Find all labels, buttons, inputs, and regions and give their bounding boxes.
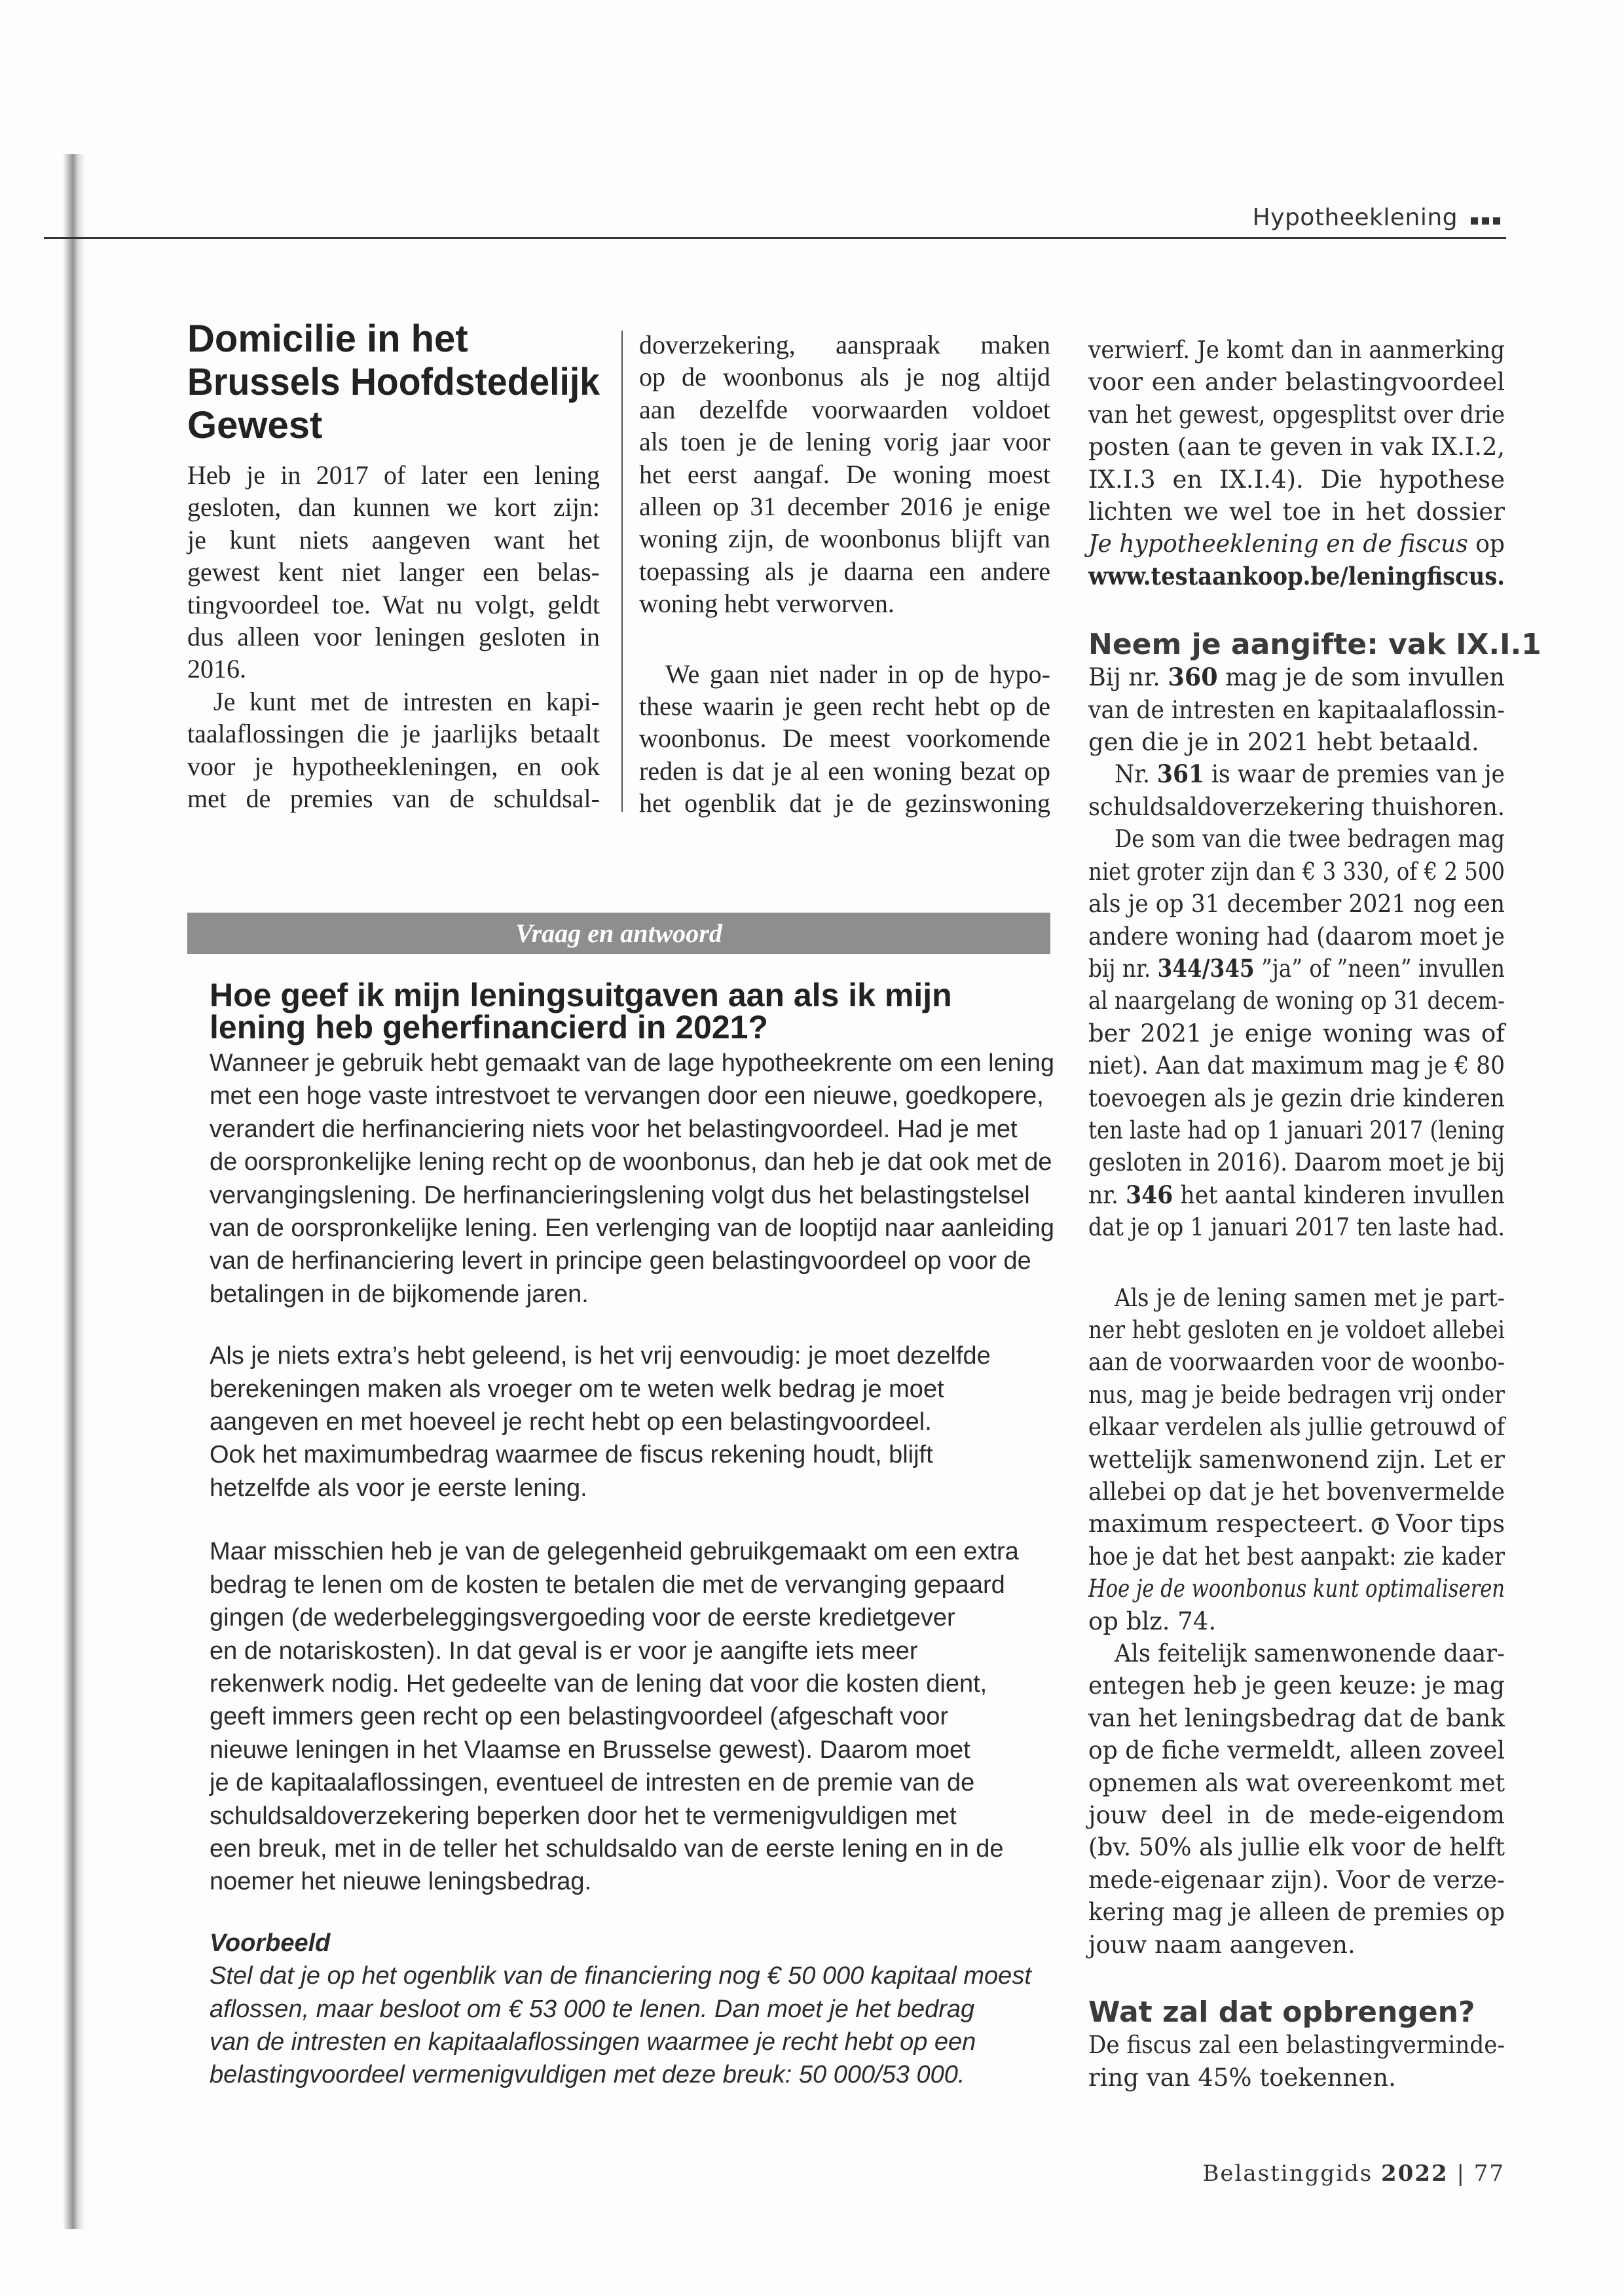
paragraph (1088, 334, 1505, 592)
text-line (1088, 1282, 1505, 1314)
text-line (1088, 856, 1505, 888)
text-line (1088, 496, 1505, 528)
text-run: doverzekering, aanspraak maken (639, 330, 1050, 359)
text-run: opnemen als wat overeenkomt met (1088, 1768, 1505, 1797)
text-run: Hoe geef ik mijn leningsuitgaven aan als ik mijn (210, 977, 952, 1013)
publication-name: Belastinggids (1202, 2160, 1373, 2187)
paragraph (1088, 661, 1505, 758)
page-number: 77 (1473, 2160, 1505, 2187)
text-line (639, 522, 1050, 555)
text-run: tingvoordeel toe. Wat nu volgt, geldt (187, 589, 600, 619)
text-run: nus, mag je beide bedragen vrij onder (1088, 1380, 1505, 1409)
text-run: op de woonbonus als je nog altijd (639, 362, 1050, 392)
text-run: wettelijk samenwonend zijn. Let er (1088, 1445, 1505, 1474)
text-line (187, 491, 600, 523)
text-run: en de notariskosten). In dat geval is er voor je aangifte iets meer (210, 1637, 918, 1665)
text-run: gingen (de wederbeleggingsvergoeding voor de eerste kredietgever (210, 1604, 955, 1632)
text-run: Heb je in 2017 of later een lening (187, 460, 600, 490)
text-run: noemer het nieuwe leningsbedrag. (210, 1868, 592, 1896)
text-line (1088, 1573, 1505, 1605)
text-run: entegen heb je geen keuze: je mag (1088, 1671, 1505, 1700)
text-line (1088, 1211, 1505, 1243)
publication-year: 2022 (1381, 2160, 1449, 2187)
text-line (1088, 1540, 1505, 1573)
text-line (1088, 953, 1505, 985)
text-line (1088, 758, 1505, 790)
bold-text: 360 (1168, 663, 1218, 692)
column-2 (639, 329, 1050, 820)
text-line (210, 1734, 1054, 1766)
text-run: woonbonus. De meest voorkomende (639, 723, 1050, 754)
text-run: rekenwerk nodig. Het gedeelte van de lening dat voor die kosten dient, (210, 1669, 987, 1698)
text-run: voor je hypotheekleningen, en ook (187, 751, 600, 781)
text-run: ten laste had op 1 januari 2017 (lening (1088, 1116, 1505, 1144)
text-line (1088, 334, 1505, 366)
text-run: van de intresten en kapitaalaflossingen waarmee je recht hebt op een (210, 2028, 976, 2056)
text-run: gesloten in 2016). Daarom moet je bij (1088, 1148, 1505, 1177)
text-line (1088, 823, 1505, 855)
text-run: Als je de lening samen met je part- (1115, 1283, 1505, 1312)
italic-text: Hoe je de woonbonus kunt optimaliseren (1088, 1575, 1505, 1603)
text-run: IX.I.3 en IX.I.4). Die hypothese (1088, 465, 1505, 494)
text-run: lening heb geherfinancierd in 2021? (210, 1009, 768, 1046)
text-line (1088, 1605, 1505, 1637)
qa-box-label: Vraag en antwoord (515, 919, 722, 948)
text-run: aangeven en met hoeveel je recht hebt op een belastingvoordeel. (210, 1408, 932, 1436)
paragraph (187, 685, 600, 815)
text-line (210, 1959, 1054, 1992)
text-line (210, 1635, 1054, 1667)
text-run: maximum respecteert. (1088, 1510, 1373, 1539)
text-line (210, 1212, 1054, 1245)
text-line (210, 979, 1054, 1011)
text-run: Maar misschien heb je van de gelegenheid gebruikgemaakt om een extra (210, 1538, 1019, 1566)
text-line (1088, 1734, 1505, 1766)
text-run: gewest kent niet langer een belas- (187, 557, 600, 587)
text-run: het eerst aangaf. De woning moest (639, 459, 1050, 489)
scan-shadow (63, 154, 85, 2229)
text-line (1088, 1929, 1505, 1961)
text-line (1088, 1379, 1505, 1411)
text-line (639, 329, 1050, 361)
column-3 (1088, 334, 1541, 2094)
text-line (187, 653, 600, 685)
text-line (210, 1146, 1054, 1178)
text-line (187, 589, 600, 621)
text-line (639, 787, 1050, 819)
text-run: jouw deel in de mede-eigendom (1088, 1801, 1505, 1830)
text-run: De fiscus zal een belastingverminde- (1088, 2031, 1505, 2060)
text-line (1088, 1411, 1505, 1443)
text-line (210, 1667, 1054, 1700)
text-run: dus alleen voor leningen gesloten in (187, 622, 600, 652)
text-line (187, 361, 600, 404)
text-line (1088, 791, 1505, 823)
text-run: woning hebt verworven. (639, 589, 895, 619)
text-run: Gewest (187, 404, 323, 446)
text-run: je de kapitaalaflossingen, eventueel de intresten en de premie van de (210, 1769, 975, 1797)
text-run: (bv. 50% als jullie elk voor de helft (1088, 1833, 1505, 1862)
text-line (187, 524, 600, 556)
example-title: Voorbeeld (210, 1929, 331, 1957)
text-line (639, 690, 1050, 722)
paragraph (639, 329, 1050, 620)
text-run: is waar de premies van je (1204, 760, 1505, 789)
page-footer (1202, 2160, 1505, 2187)
text-line (210, 1766, 1054, 1799)
text-run: met de premies van de schuldsal- (187, 784, 600, 814)
text-line (210, 2058, 1054, 2091)
text-line (639, 490, 1050, 522)
text-run: elkaar verdelen als jullie getrouwd of (1088, 1413, 1505, 1442)
text-run: allebei op dat je het bovenvermelde (1088, 1478, 1505, 1506)
text-run: van de intresten en kapitaalaflossin- (1088, 695, 1505, 724)
text-run: lichten we wel toe in het dossier (1088, 498, 1505, 526)
text-line (1088, 399, 1505, 431)
text-line (1088, 1864, 1505, 1896)
text-run: taalaflossingen die je jaarlijks betaalt (187, 719, 600, 749)
running-header (1253, 204, 1506, 231)
text-run: De som van die twee bedragen mag (1115, 825, 1505, 854)
text-run: nieuwe leningen in het Vlaamse en Brusselse gewest). Daarom moet (210, 1736, 970, 1764)
paragraph (639, 658, 1050, 820)
paragraph (1088, 1282, 1505, 1637)
text-run: ”ja” of ”neen” invullen (1254, 954, 1505, 983)
text-line (1088, 1669, 1505, 1702)
section-marks-icon (1471, 217, 1506, 225)
text-run: nr. (1088, 1180, 1126, 1209)
text-run: schuldsaldoverzekering thuishoren. (1088, 792, 1505, 821)
qa-box-banner (187, 913, 1050, 954)
text-line (1088, 726, 1505, 758)
text-run: van het leningsbedrag dat de bank (1088, 1704, 1505, 1732)
text-line (1088, 2062, 1505, 2094)
text-line (210, 1373, 1054, 1406)
text-line (1088, 1702, 1505, 1734)
text-line (1088, 1476, 1505, 1508)
text-run: gesloten, dan kunnen we kort zijn: (187, 492, 600, 522)
text-line (187, 556, 600, 588)
text-line (210, 1438, 1054, 1471)
text-run: geeft immers geen recht op een belastingvoordeel (afgeschaft voor (210, 1703, 948, 1731)
text-run: Als feitelijk samenwonende daar- (1115, 1639, 1505, 1668)
text-line (210, 1080, 1054, 1112)
text-line (187, 685, 600, 718)
text-line (210, 1278, 1054, 1311)
text-run: reden is dat je al een woning bezat op (639, 756, 1050, 786)
text-run: Als je niets extra’s hebt geleend, is het vrij eenvoudig: je moet dezelfde (210, 1342, 991, 1370)
text-run: aan dezelfde voorwaarden voldoet (639, 394, 1050, 424)
text-line (210, 1569, 1054, 1601)
text-run: ner hebt gesloten en je voldoet allebei (1088, 1315, 1505, 1344)
footer-separator: | (1456, 2160, 1466, 2187)
info-icon: i (1372, 1518, 1388, 1534)
qa-answer (210, 1047, 1054, 2092)
qa-question (210, 979, 1054, 1044)
text-line (1088, 888, 1505, 920)
text-run: de oorspronkelijke lening recht op de woonbonus, dan heb je dat ook met de (210, 1148, 1052, 1176)
text-run: posten (aan te geven in vak IX.I.2, (1088, 433, 1505, 462)
text-line (1088, 366, 1505, 398)
text-line (210, 1406, 1054, 1438)
text-run: als je op 31 december 2021 nog een (1088, 890, 1505, 919)
text-run: hoe je dat het best aanpakt: zie kader (1088, 1542, 1505, 1571)
paragraph (1088, 1637, 1505, 1961)
text-run: het ogenblik dat je de gezinswoning (639, 788, 1050, 818)
text-run: Voor tips (1388, 1510, 1505, 1539)
text-line (210, 1245, 1054, 1277)
text-run: van het gewest, opgesplitst over drie (1088, 400, 1505, 429)
text-line (1088, 1767, 1505, 1799)
text-line (210, 1179, 1054, 1212)
text-run: Bij nr. (1088, 663, 1168, 692)
text-line (1088, 1444, 1505, 1476)
text-run: ring van 45% toekennen. (1088, 2063, 1396, 2092)
text-run: Brussels Hoofdstedelijk (187, 361, 600, 403)
text-run: alleen op 31 december 2016 je enige (639, 492, 1050, 522)
text-line (210, 1832, 1054, 1865)
text-run: ber 2021 je enige woning was of (1088, 1019, 1505, 1048)
text-run: op (1467, 530, 1505, 558)
text-line (1088, 560, 1505, 592)
paragraph (1088, 823, 1505, 1243)
bold-text: 344/345 (1157, 953, 1255, 983)
text-line (1088, 1049, 1505, 1082)
section-heading: Neem je aangifte: vak IX.I.1 (1088, 628, 1541, 662)
text-line (639, 458, 1050, 490)
text-run: Wanneer je gebruik hebt gemaakt van de lage hypotheekrente om een lening (210, 1049, 1054, 1077)
example-text (210, 1959, 1054, 2092)
paragraph (187, 459, 600, 685)
text-line (1088, 2029, 1505, 2061)
text-line (1088, 431, 1505, 463)
paragraph (1088, 2029, 1505, 2094)
text-line (1088, 694, 1505, 726)
text-run: Je kunt met de intresten en kapi- (213, 686, 600, 716)
text-run: toevoegen als je gezin drie kinderen (1088, 1084, 1505, 1112)
text-run: hetzelfde als voor je eerste lening. (210, 1474, 587, 1502)
text-run: als toen je de lening vorig jaar voor (639, 427, 1050, 457)
text-line (210, 1472, 1054, 1504)
text-run: schuldsaldoverzekering beperken door het te vermenigvuldigen met (210, 1802, 957, 1830)
paragraph (210, 1047, 1054, 1311)
text-line (1088, 1179, 1505, 1211)
text-run: verandert die herfinanciering niets voor het belastingvoordeel. Had je met (210, 1115, 1018, 1143)
text-run: We gaan niet nader in op de hypo- (665, 659, 1050, 689)
section-heading: Wat zal dat opbrengen? (1088, 1995, 1475, 2030)
text-run: Domicilie in het (187, 318, 468, 360)
text-run: het aantal kinderen invullen (1173, 1180, 1505, 1209)
text-run: andere woning had (daarom moet je (1088, 922, 1505, 951)
text-line (210, 1535, 1054, 1568)
text-run: dat je op 1 januari 2017 ten laste had. (1088, 1213, 1505, 1242)
text-run: Nr. (1115, 760, 1157, 789)
text-run: gen die je in 2021 hebt betaald. (1088, 728, 1479, 757)
text-line (1088, 1346, 1505, 1378)
text-run: niet). Aan dat maximum mag je € 80 (1088, 1051, 1505, 1080)
text-line (210, 1865, 1054, 1898)
text-line (639, 658, 1050, 690)
text-run: al naargelang de woning op 31 decem- (1088, 987, 1505, 1015)
text-line (210, 1011, 1054, 1044)
text-line (210, 2026, 1054, 2058)
text-run: these waarin je geen recht hebt op de (639, 691, 1050, 721)
text-line (639, 426, 1050, 458)
text-line (210, 1601, 1054, 1634)
text-run: toepassing als je daarna een andere (639, 556, 1050, 586)
text-line (210, 1113, 1054, 1146)
text-line (187, 621, 600, 653)
text-line (187, 750, 600, 782)
text-line (1088, 1508, 1505, 1540)
text-line (187, 404, 600, 447)
text-line (187, 718, 600, 750)
text-run: van de oorspronkelijke lening. Een verlenging van de looptijd naar aanleiding (210, 1214, 1054, 1243)
text-run: aflossen, maar besloot om € 53 000 te lenen. Dan moet je het bedrag (210, 1995, 975, 2023)
text-line (639, 555, 1050, 587)
text-run: woning zijn, de woonbonus blijft van (639, 524, 1050, 554)
text-run: op blz. 74. (1088, 1607, 1217, 1635)
text-run: Stel dat je op het ogenblik van de financiering nog € 50 000 kapitaal moest (210, 1962, 1031, 1990)
text-run: belastingvoordeel vermenigvuldigen met deze breuk: 50 000/53 000. (210, 2061, 965, 2089)
text-line (1088, 1082, 1505, 1114)
text-line (1088, 1896, 1505, 1928)
italic-text: Je hypotheeklening en de fiscus (1088, 530, 1468, 558)
text-line (1088, 1114, 1505, 1146)
section-title: Hypotheeklening (1252, 204, 1458, 231)
text-run: 2016. (187, 654, 246, 684)
paragraph (210, 1535, 1054, 1898)
text-run: vervangingslening. De herfinancieringslening volgt dus het belastingstelsel (210, 1181, 1030, 1209)
text-run: van de herfinanciering levert in principe geen belastingvoordeel op voor de (210, 1247, 1031, 1275)
text-line (639, 393, 1050, 426)
paragraph (1088, 758, 1505, 823)
text-line (639, 587, 1050, 619)
header-rule (44, 237, 1506, 239)
column-divider (621, 331, 623, 812)
text-line (1088, 1799, 1505, 1831)
text-line (187, 782, 600, 814)
text-run: mag je de som invullen (1217, 663, 1505, 692)
article-title (187, 318, 600, 447)
text-run: betalingen in de bijkomende jaren. (210, 1280, 589, 1308)
text-line (639, 722, 1050, 754)
text-line (1088, 1637, 1505, 1669)
text-run: voor een ander belastingvoordeel (1088, 368, 1505, 397)
bold-text: www.testaankoop.be/leningfiscus. (1088, 561, 1505, 591)
text-line (210, 1047, 1054, 1080)
bold-text: 361 (1156, 759, 1205, 789)
text-line (210, 1700, 1054, 1733)
text-run: niet groter zijn dan € 3 330, of € 2 500 (1088, 857, 1505, 886)
text-run: op de fiche vermeldt, alleen zoveel (1088, 1736, 1505, 1765)
text-run: berekeningen maken als vroeger om te weten welk bedrag je moet (210, 1375, 944, 1403)
text-run: met een hoge vaste intrestvoet te vervangen door een nieuwe, goedkopere, (210, 1082, 1044, 1110)
text-run: Ook het maximumbedrag waarmee de fiscus rekening houdt, blijft (210, 1441, 933, 1469)
paragraph (210, 1339, 1054, 1504)
text-run: jouw naam aangeven. (1088, 1930, 1356, 1959)
text-line (639, 361, 1050, 393)
text-run: aan de voorwaarden voor de woonbo- (1088, 1348, 1505, 1377)
text-line (187, 459, 600, 491)
text-line (639, 755, 1050, 787)
text-line (1088, 1017, 1505, 1049)
text-line (1088, 661, 1505, 693)
text-run: verwierf. Je komt dan in aanmerking (1088, 336, 1505, 364)
text-line (1088, 1314, 1505, 1346)
column-1 (187, 459, 600, 814)
text-line (210, 1993, 1054, 2026)
text-line (1088, 1831, 1505, 1863)
text-line (1088, 985, 1505, 1017)
text-run: mede-eigenaar zijn). Voor de verze- (1088, 1865, 1505, 1894)
text-line (210, 1339, 1054, 1372)
text-run: kering mag je alleen de premies op (1088, 1898, 1505, 1927)
text-line (1088, 920, 1505, 953)
text-line (1088, 464, 1505, 496)
text-line (1088, 528, 1505, 560)
text-line (187, 318, 600, 361)
text-line (210, 1800, 1054, 1832)
text-run: bedrag te lenen om de kosten te betalen die met de vervanging gepaard (210, 1571, 1005, 1599)
text-run: een breuk, met in de teller het schuldsaldo van de eerste lening en in de (210, 1834, 1004, 1863)
text-run: je kunt niets aangeven want het (187, 524, 600, 555)
bold-text: 346 (1126, 1180, 1173, 1209)
text-line (1088, 1146, 1505, 1178)
text-run: bij nr. (1088, 954, 1158, 983)
